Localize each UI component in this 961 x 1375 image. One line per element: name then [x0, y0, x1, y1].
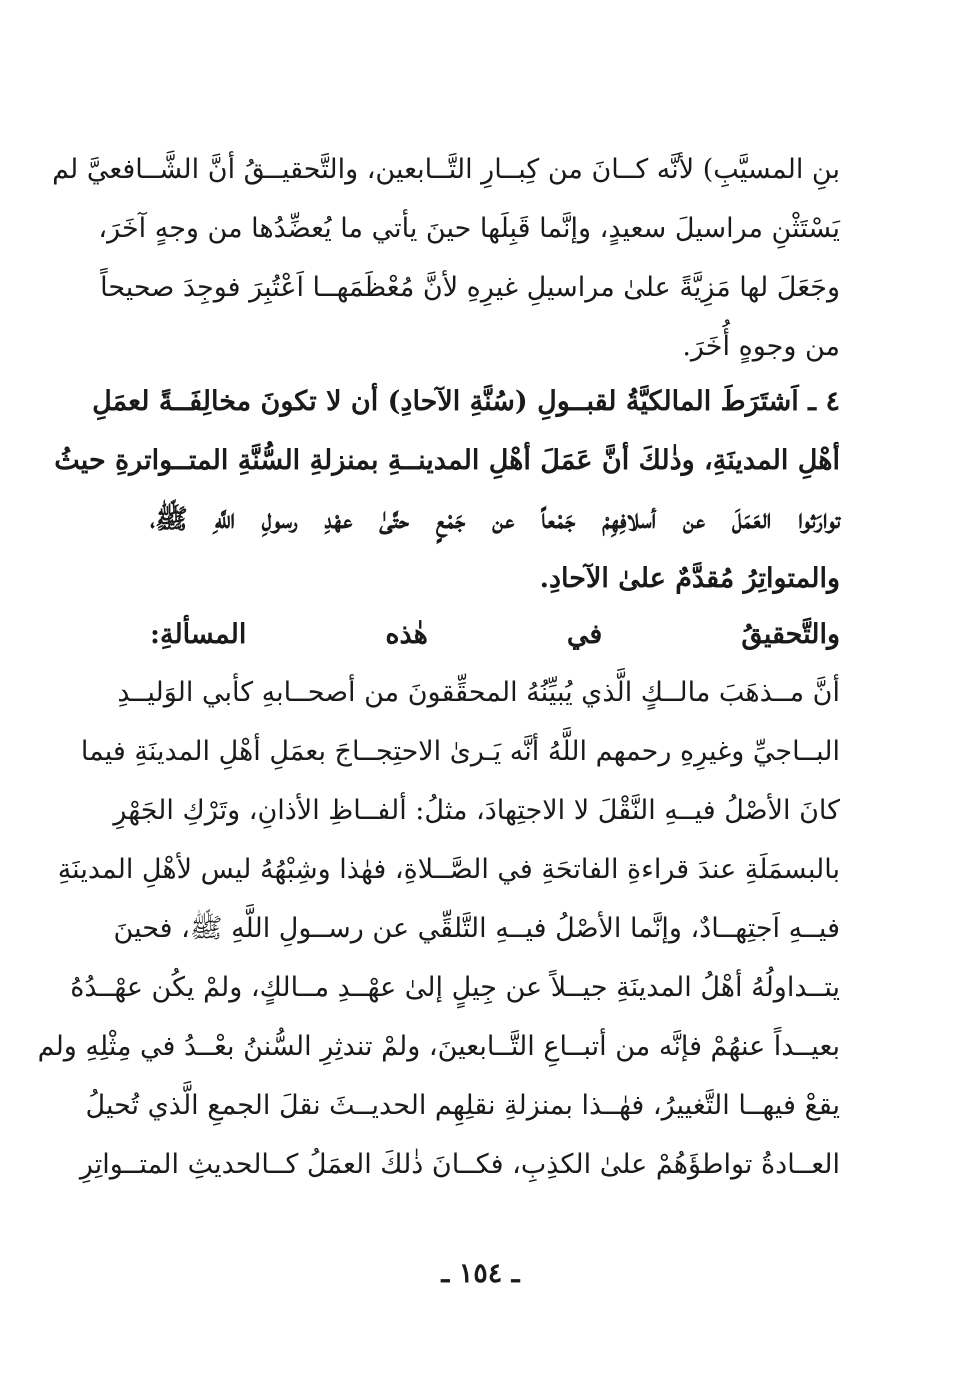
- paragraph-3-line: بعيــداً عنهُمْ فإنَّه من أتبــاعِ التَّــابعينَ، ولمْ تندثِرِ السُّننُ بعْــدُ في مِثْلِهِ ولم: [37, 1031, 840, 1062]
- section-heading-text: والتَّحقيقُ في هٰذه المسألةِ:: [150, 619, 840, 650]
- paragraph-2-line: والمتواتِرُ مُقدَّمٌ علىٰ الآحادِ.: [539, 563, 840, 594]
- paragraph-1: [52, 140, 840, 376]
- paragraph-3-line: البــاجيِّ وغيرِهِ رحمهم اللَّهُ أنَّه يَـرىٰ الاحتِجــاجَ بعمَلِ أهْلِ المدينَةِ فيما: [80, 736, 840, 767]
- paragraph-2-line: ٤ ـ اَشتَرَطَ المالكيَّةُ لقبــولِ (سُنَّةِ الآحادِ) أن لا تكونَ مخالِفَــةً لعمَلِ: [92, 386, 840, 417]
- paragraph-1-line: وجَعَلَ لها مَزِيَّةً علىٰ مراسيلِ غيرِهِ لأنَّ مُعْظَمَهــا اَعْتُبِرَ فوجِدَ صحيحاً: [100, 272, 840, 303]
- paragraph-3-line: أنَّ مــذهَبَ مالــكٍ الَّذي يُبيِّنُهُ المحقِّقونَ من أصحــابهِ كأبي الوَليــدِ: [117, 677, 840, 708]
- paragraph-1-line: بنِ المسيَّبِ) لأنَّه كــانَ من كِبــارِ التَّــابعين، والتَّحقيــقُ أنَّ الشَّــافعيَّ لم: [52, 154, 840, 185]
- paragraph-3-line: بالبسمَلَةِ عندَ قراءةِ الفاتحَةِ في الصَّــلاةِ، فهٰذا وشِبْهُهُ ليس لأهْلِ المدينَةِ: [57, 854, 840, 885]
- paragraph-3-line: العــادةُ تواطؤَهُمْ علىٰ الكذِبِ، فكــانَ ذٰلكَ العمَلُ كــالحديثِ المتــواتِرِ: [79, 1149, 840, 1180]
- section-heading: [150, 605, 840, 664]
- paragraph-1-line: يَسْتَثْنِ مراسيلَ سعيدٍ، وإنَّما قَبِلَها حينَ يأتي ما يُعضِّدُها من وجهٍ آخَرَ،: [98, 213, 840, 244]
- paragraph-1-line: من وجوهٍ أُخَرَ.: [682, 331, 840, 362]
- page-number: ـ ١٥٤ ـ: [441, 1258, 520, 1289]
- paragraph-2-line: توارَثوا العَمَلَ عن أسلافِهِمْ جَمْعاً عن جَمْعٍ حتَّىٰ عهْدِ رسولِ اللَّهِ ﷺ،: [150, 504, 840, 535]
- paragraph-3-line: يقعْ فيهــا التَّغييرُ، فهٰــذا بمنزلةِ نقلِهِم الحديــثَ نقلَ الجمعِ الَّذي تُحيلُ: [85, 1090, 840, 1121]
- paragraph-2-line: أهْلِ المدينَةِ، وذٰلكَ أنَّ عَمَلَ أهْلِ المدينــةِ بمنزلةِ السُّنَّةِ المتــواترةِ حيثُ: [54, 445, 840, 476]
- paragraph-3-line: كانَ الأصْلُ فيــهِ النَّقْلَ لا الاجتِهادَ، مثلُ: ألفــاظِ الأذانِ، وتَرْكِ الجَهْرِ: [113, 795, 840, 826]
- paragraph-3: [37, 663, 840, 1194]
- paragraph-3-line: يتــداولُهُ أهْلُ المدينَةِ جيــلاً عن جِيلٍ إلىٰ عهْــدِ مــالكٍ، ولمْ يكُن عهْــدُهُ: [70, 972, 840, 1003]
- paragraph-3-line: فيــهِ اَجتِهــادٌ، وإنَّما الأصْلُ فيــهِ التَّلقِّي عن رســولِ اللَّهِ ﷺ، فحينَ: [113, 913, 840, 944]
- paragraph-2: [54, 372, 840, 608]
